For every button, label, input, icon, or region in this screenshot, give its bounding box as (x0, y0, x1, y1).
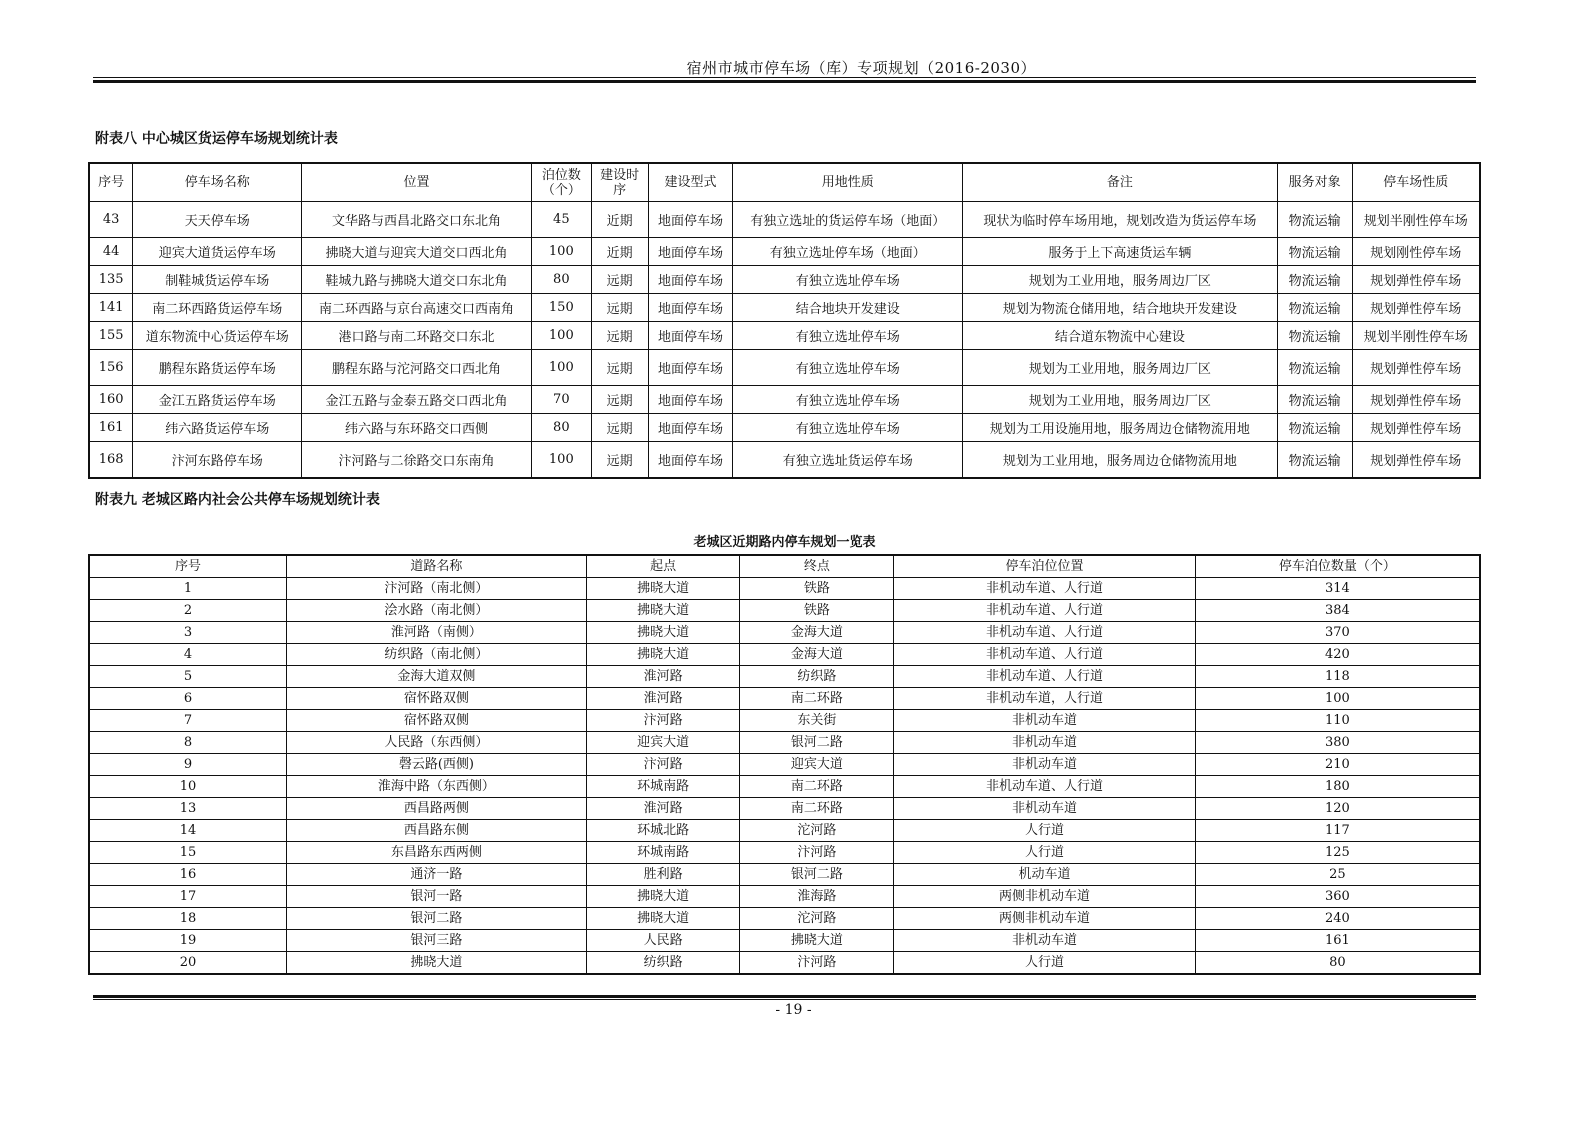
table-cell: 淮海中路（东西侧） (287, 776, 587, 798)
table-cell: 沱河路 (740, 908, 894, 930)
footer-rule-thin (93, 999, 1476, 1000)
table-cell: 服务于上下高速货运车辆 (963, 238, 1278, 266)
table-cell: 非机动车道 (894, 930, 1196, 952)
table-cell: 45 (531, 202, 591, 238)
table-cell: 135 (89, 266, 133, 294)
table-cell: 规划刚性停车场 (1352, 238, 1480, 266)
table-row (89, 952, 1480, 975)
table-row (89, 386, 1480, 414)
table-cell: 人行道 (894, 820, 1196, 842)
table-cell: 16 (89, 864, 287, 886)
table-cell: 淮河路（南侧） (287, 622, 587, 644)
table-cell: 240 (1195, 908, 1480, 930)
table-cell: 磬云路(西侧) (287, 754, 587, 776)
table-row (89, 622, 1480, 644)
table-row (89, 820, 1480, 842)
table-cell: 非机动车道 (894, 798, 1196, 820)
table-row (89, 886, 1480, 908)
table-cell: 规划弹性停车场 (1352, 294, 1480, 322)
table-cell: 纬六路货运停车场 (133, 414, 302, 442)
table-cell: 非机动车道、人行道 (894, 600, 1196, 622)
table-cell: 地面停车场 (648, 322, 733, 350)
table-cell: 420 (1195, 644, 1480, 666)
table-cell: 淮河路 (586, 688, 740, 710)
table-cell: 非机动车道、人行道 (894, 622, 1196, 644)
appendix8-title: 附表八 中心城区货运停车场规划统计表 (95, 131, 338, 147)
table-row (89, 350, 1480, 386)
document-title: 宿州市城市停车场（库）专项规划（2016-2030） (686, 59, 1036, 77)
table-cell: 纺织路 (586, 952, 740, 975)
table-cell: 西昌路两侧 (287, 798, 587, 820)
table-row (89, 578, 1480, 600)
table-cell: 有独立选址停车场 (733, 350, 963, 386)
table-cell: 两侧非机动车道 (894, 908, 1196, 930)
appendix8-header-row (89, 163, 1480, 202)
table-cell: 汴河路 (586, 754, 740, 776)
table-cell: 汴河路 (740, 952, 894, 975)
column-header: 建设型式 (648, 163, 733, 202)
table-row (89, 202, 1480, 238)
table-cell: 100 (1195, 688, 1480, 710)
appendix9-header-row (89, 555, 1480, 578)
table-cell: 物流运输 (1277, 322, 1352, 350)
table-cell: 地面停车场 (648, 238, 733, 266)
column-header: 停车泊位位置 (894, 555, 1196, 578)
table-cell: 155 (89, 322, 133, 350)
table-cell: 161 (89, 414, 133, 442)
column-header: 道路名称 (287, 555, 587, 578)
table-cell: 银河一路 (287, 886, 587, 908)
table-cell: 港口路与南二环路交口东北 (302, 322, 532, 350)
column-header: 建设时序 (591, 163, 648, 202)
table-cell: 物流运输 (1277, 294, 1352, 322)
table-cell: 淮河路 (586, 666, 740, 688)
table-cell: 物流运输 (1277, 350, 1352, 386)
table-row (89, 238, 1480, 266)
header-rule-thin (93, 77, 1476, 78)
table-cell: 80 (531, 266, 591, 294)
table-cell: 120 (1195, 798, 1480, 820)
table-cell: 南二环路 (740, 688, 894, 710)
table-cell: 规划为工业用地，服务周边仓储物流用地 (963, 442, 1278, 478)
table-cell: 汴河路与二徐路交口东南角 (302, 442, 532, 478)
table-cell: 有独立选址的货运停车场（地面） (733, 202, 963, 238)
table-cell: 银河二路 (287, 908, 587, 930)
table-cell: 有独立选址停车场 (733, 386, 963, 414)
column-header: 序号 (89, 555, 287, 578)
table-cell: 远期 (591, 350, 648, 386)
table-cell: 金江五路货运停车场 (133, 386, 302, 414)
table-cell: 地面停车场 (648, 350, 733, 386)
table-cell: 远期 (591, 442, 648, 478)
table-row (89, 666, 1480, 688)
table-cell: 汴河路 (740, 842, 894, 864)
table-cell: 人民路（东西侧） (287, 732, 587, 754)
table-cell: 现状为临时停车场用地，规划改造为货运停车场 (963, 202, 1278, 238)
table-cell: 100 (531, 442, 591, 478)
table-cell: 拂晓大道 (586, 600, 740, 622)
table-cell: 141 (89, 294, 133, 322)
table-cell: 浍水路（南北侧） (287, 600, 587, 622)
table-row (89, 754, 1480, 776)
table-cell: 拂晓大道 (586, 622, 740, 644)
table-cell: 非机动车道、人行道 (894, 776, 1196, 798)
table-cell: 43 (89, 202, 133, 238)
table-cell: 物流运输 (1277, 442, 1352, 478)
table-cell: 机动车道 (894, 864, 1196, 886)
table-row (89, 930, 1480, 952)
table-cell: 南二环路 (740, 776, 894, 798)
table-cell: 5 (89, 666, 287, 688)
table-cell: 25 (1195, 864, 1480, 886)
table-cell: 物流运输 (1277, 266, 1352, 294)
table-cell: 384 (1195, 600, 1480, 622)
table-cell: 鹏程东路与沱河路交口西北角 (302, 350, 532, 386)
appendix9-title: 附表九 老城区路内社会公共停车场规划统计表 (95, 492, 380, 508)
table-cell: 规划弹性停车场 (1352, 350, 1480, 386)
table-cell: 铁路 (740, 600, 894, 622)
table-cell: 规划为工业用地，服务周边厂区 (963, 350, 1278, 386)
table-cell: 银河二路 (740, 732, 894, 754)
appendix8-table (88, 162, 1481, 479)
table-cell: 汴河东路停车场 (133, 442, 302, 478)
table-cell: 拂晓大道 (586, 886, 740, 908)
table-cell: 8 (89, 732, 287, 754)
table-cell: 180 (1195, 776, 1480, 798)
table-row (89, 322, 1480, 350)
table-cell: 4 (89, 644, 287, 666)
table-cell: 迎宾大道货运停车场 (133, 238, 302, 266)
table-cell: 制鞋城货运停车场 (133, 266, 302, 294)
table-cell: 370 (1195, 622, 1480, 644)
table-cell: 人行道 (894, 952, 1196, 975)
table-cell: 环城南路 (586, 842, 740, 864)
table-cell: 鞋城九路与拂晓大道交口东北角 (302, 266, 532, 294)
table-cell: 17 (89, 886, 287, 908)
table-cell: 10 (89, 776, 287, 798)
table-cell: 规划弹性停车场 (1352, 442, 1480, 478)
table-cell: 314 (1195, 578, 1480, 600)
table-cell: 非机动车道，人行道 (894, 688, 1196, 710)
table-cell: 远期 (591, 322, 648, 350)
table-cell: 地面停车场 (648, 414, 733, 442)
table-cell: 地面停车场 (648, 266, 733, 294)
table-cell: 规划半刚性停车场 (1352, 202, 1480, 238)
table-cell: 拂晓大道 (586, 644, 740, 666)
table-cell: 拂晓大道与迎宾大道交口西北角 (302, 238, 532, 266)
table-cell: 远期 (591, 386, 648, 414)
table-cell: 鹏程东路货运停车场 (133, 350, 302, 386)
appendix9-caption: 老城区近期路内停车规划一览表 (693, 535, 876, 550)
table-cell: 20 (89, 952, 287, 975)
table-cell: 文华路与西昌北路交口东北角 (302, 202, 532, 238)
table-row (89, 842, 1480, 864)
table-cell: 胜利路 (586, 864, 740, 886)
table-cell: 有独立选址停车场 (733, 322, 963, 350)
column-header: 终点 (740, 555, 894, 578)
column-header: 停车泊位数量（个） (1195, 555, 1480, 578)
table-cell: 远期 (591, 294, 648, 322)
table-cell: 118 (1195, 666, 1480, 688)
column-header: 用地性质 (733, 163, 963, 202)
table-cell: 人民路 (586, 930, 740, 952)
table-cell: 非机动车道 (894, 732, 1196, 754)
table-row (89, 414, 1480, 442)
table-cell: 纺织路（南北侧） (287, 644, 587, 666)
table-cell: 规划弹性停车场 (1352, 386, 1480, 414)
table-cell: 环城北路 (586, 820, 740, 842)
table-cell: 物流运输 (1277, 386, 1352, 414)
table-cell: 铁路 (740, 578, 894, 600)
table-cell: 15 (89, 842, 287, 864)
table-cell: 近期 (591, 202, 648, 238)
table-cell: 汴河路（南北侧） (287, 578, 587, 600)
table-cell: 380 (1195, 732, 1480, 754)
table-cell: 7 (89, 710, 287, 732)
table-cell: 14 (89, 820, 287, 842)
table-cell: 物流运输 (1277, 414, 1352, 442)
table-row (89, 442, 1480, 478)
table-row (89, 294, 1480, 322)
column-header: 泊位数（个） (531, 163, 591, 202)
table-cell: 80 (1195, 952, 1480, 975)
table-cell: 2 (89, 600, 287, 622)
table-cell: 远期 (591, 414, 648, 442)
table-cell: 非机动车道、人行道 (894, 644, 1196, 666)
table-cell: 金江五路与金泰五路交口西北角 (302, 386, 532, 414)
table-cell: 规划半刚性停车场 (1352, 322, 1480, 350)
table-cell: 两侧非机动车道 (894, 886, 1196, 908)
table-cell: 1 (89, 578, 287, 600)
table-cell: 360 (1195, 886, 1480, 908)
table-cell: 通济一路 (287, 864, 587, 886)
table-cell: 规划为工业用地，服务周边厂区 (963, 266, 1278, 294)
table-cell: 100 (531, 350, 591, 386)
table-cell: 70 (531, 386, 591, 414)
table-cell: 金海大道 (740, 622, 894, 644)
footer-rule-thick (93, 995, 1476, 998)
table-cell: 156 (89, 350, 133, 386)
table-cell: 规划为工用设施用地，服务周边仓储物流用地 (963, 414, 1278, 442)
table-cell: 地面停车场 (648, 386, 733, 414)
table-cell: 物流运输 (1277, 238, 1352, 266)
table-cell: 汴河路 (586, 710, 740, 732)
table-cell: 3 (89, 622, 287, 644)
table-cell: 19 (89, 930, 287, 952)
table-cell: 168 (89, 442, 133, 478)
table-cell: 迎宾大道 (586, 732, 740, 754)
table-cell: 有独立选址停车场 (733, 414, 963, 442)
table-cell: 金海大道 (740, 644, 894, 666)
table-cell: 近期 (591, 238, 648, 266)
table-cell: 有独立选址停车场（地面） (733, 238, 963, 266)
table-row (89, 644, 1480, 666)
header-rule-thick (93, 80, 1476, 83)
table-cell: 地面停车场 (648, 442, 733, 478)
table-cell: 拂晓大道 (586, 578, 740, 600)
table-row (89, 732, 1480, 754)
table-cell: 13 (89, 798, 287, 820)
table-cell: 银河三路 (287, 930, 587, 952)
table-row (89, 688, 1480, 710)
table-cell: 100 (531, 322, 591, 350)
table-cell: 117 (1195, 820, 1480, 842)
column-header: 停车场名称 (133, 163, 302, 202)
table-cell: 18 (89, 908, 287, 930)
table-cell: 160 (89, 386, 133, 414)
table-cell: 远期 (591, 266, 648, 294)
table-cell: 地面停车场 (648, 294, 733, 322)
table-cell: 拂晓大道 (586, 908, 740, 930)
table-cell: 结合道东物流中心建设 (963, 322, 1278, 350)
table-cell: 沱河路 (740, 820, 894, 842)
table-cell: 210 (1195, 754, 1480, 776)
table-cell: 有独立选址货运停车场 (733, 442, 963, 478)
table-cell: 44 (89, 238, 133, 266)
table-row (89, 600, 1480, 622)
table-cell: 规划弹性停车场 (1352, 414, 1480, 442)
table-cell: 161 (1195, 930, 1480, 952)
appendix9-table (88, 554, 1481, 975)
table-cell: 非机动车道、人行道 (894, 578, 1196, 600)
table-cell: 非机动车道 (894, 754, 1196, 776)
page-number: - 19 - (775, 1002, 812, 1018)
table-row (89, 266, 1480, 294)
table-cell: 天天停车场 (133, 202, 302, 238)
table-cell: 110 (1195, 710, 1480, 732)
table-row (89, 798, 1480, 820)
table-cell: 6 (89, 688, 287, 710)
column-header: 起点 (586, 555, 740, 578)
table-cell: 人行道 (894, 842, 1196, 864)
table-cell: 环城南路 (586, 776, 740, 798)
table-cell: 淮海路 (740, 886, 894, 908)
table-cell: 南二环西路货运停车场 (133, 294, 302, 322)
table-cell: 结合地块开发建设 (733, 294, 963, 322)
table-cell: 宿怀路双侧 (287, 710, 587, 732)
table-cell: 9 (89, 754, 287, 776)
table-cell: 东关街 (740, 710, 894, 732)
table-cell: 纬六路与东环路交口西侧 (302, 414, 532, 442)
table-cell: 地面停车场 (648, 202, 733, 238)
column-header: 序号 (89, 163, 133, 202)
table-row (89, 864, 1480, 886)
table-cell: 150 (531, 294, 591, 322)
column-header: 位置 (302, 163, 532, 202)
table-row (89, 776, 1480, 798)
table-cell: 道东物流中心货运停车场 (133, 322, 302, 350)
table-cell: 非机动车道、人行道 (894, 666, 1196, 688)
table-cell: 拂晓大道 (740, 930, 894, 952)
table-cell: 规划弹性停车场 (1352, 266, 1480, 294)
table-cell: 规划为物流仓储用地，结合地块开发建设 (963, 294, 1278, 322)
table-cell: 100 (531, 238, 591, 266)
column-header: 备注 (963, 163, 1278, 202)
table-cell: 80 (531, 414, 591, 442)
table-cell: 东昌路东西两侧 (287, 842, 587, 864)
column-header: 服务对象 (1277, 163, 1352, 202)
table-cell: 宿怀路双侧 (287, 688, 587, 710)
table-cell: 拂晓大道 (287, 952, 587, 975)
table-cell: 淮河路 (586, 798, 740, 820)
table-cell: 迎宾大道 (740, 754, 894, 776)
table-cell: 金海大道双侧 (287, 666, 587, 688)
column-header: 停车场性质 (1352, 163, 1480, 202)
table-cell: 125 (1195, 842, 1480, 864)
table-row (89, 908, 1480, 930)
table-cell: 非机动车道 (894, 710, 1196, 732)
table-cell: 物流运输 (1277, 202, 1352, 238)
table-cell: 银河二路 (740, 864, 894, 886)
table-cell: 南二环路 (740, 798, 894, 820)
table-row (89, 710, 1480, 732)
table-cell: 有独立选址停车场 (733, 266, 963, 294)
table-cell: 西昌路东侧 (287, 820, 587, 842)
table-cell: 南二环西路与京台高速交口西南角 (302, 294, 532, 322)
table-cell: 纺织路 (740, 666, 894, 688)
table-cell: 规划为工业用地，服务周边厂区 (963, 386, 1278, 414)
